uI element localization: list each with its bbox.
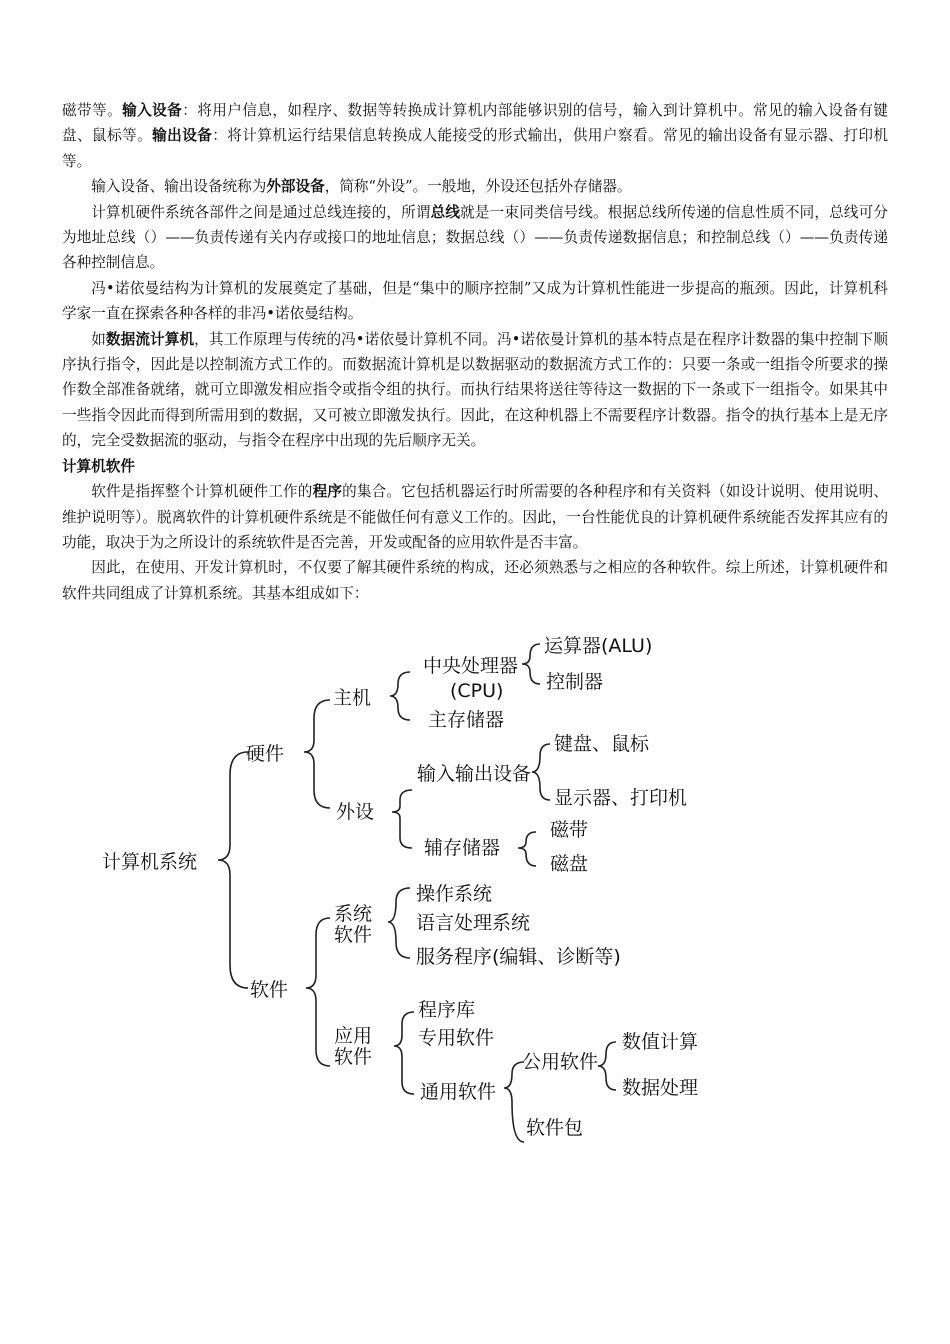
system-software-brace — [388, 888, 410, 958]
node-software: 软件 — [250, 979, 289, 1001]
node-general-software: 通用软件 — [420, 1081, 497, 1103]
node-program-library: 程序库 — [418, 999, 476, 1021]
aux-brace — [518, 832, 536, 866]
node-peripherals: 外设 — [336, 801, 375, 823]
node-main-memory: 主存储器 — [428, 709, 505, 731]
text-run: ，其工作原理与传统的冯•诺依曼计算机不同。冯•诺依曼计算机的基本特点是在程序计数器的集中控制下顺序执行指令，因此是以控制流方式工作的。而数据流计算机是以数据驱动的数据流方式工作的：只要一条或一组指令所要求的操作数全部准备就绪，就可立即激发相应指令或指令组的执行。而执行结果将送往等待这一数据的下一条或下一组指令。如果其中一些指令因此而得到所需用到的数据，又可被立即激发执行。因此，在这种机器上不需要程序计数器。指令的执行基本上是无序的，完全受数据流的驱动，与指令在程序中出现的先后顺序无关。 — [62, 330, 888, 450]
node-service-programs: 服务程序(编辑、诊断等) — [416, 946, 621, 968]
app-software-brace — [394, 1012, 414, 1094]
paragraph — [62, 555, 888, 606]
node-data-processing: 数据处理 — [622, 1077, 699, 1099]
hardware-brace — [304, 700, 330, 808]
text-run: 软件是指挥整个计算机硬件工作的 — [91, 483, 313, 501]
node-host: 主机 — [333, 687, 372, 709]
computer-system-tree-diagram — [0, 620, 950, 1160]
text-run: ：将计算机运行结果信息转换成人能接受的形式输出，供用户察看。常见的输出设备有显示器、打印机等。 — [62, 127, 888, 170]
peripherals-brace — [392, 790, 412, 848]
text-run: 磁带等。 — [62, 102, 123, 119]
paragraph — [62, 276, 888, 327]
node-io-devices: 输入输出设备 — [417, 763, 532, 785]
node-alu: 运算器(ALU) — [544, 635, 653, 657]
bold-term: 输入设备 — [122, 102, 183, 119]
node-special-software: 专用软件 — [418, 1027, 495, 1049]
node-display-printer: 显示器、打印机 — [554, 787, 688, 809]
host-brace — [390, 672, 410, 720]
text-run: 输入设备、输出设备统称为 — [91, 178, 267, 196]
bold-term: 计算机软件 — [62, 457, 135, 475]
text-run: 冯•诺依曼结构为计算机的发展奠定了基础，但是“集中的顺序控制”又成为计算机性能进一步提高的瓶颈。因此，计算机科学家一直在探索各种各样的非冯•诺依曼结构。 — [62, 279, 888, 323]
bold-term: 输出设备 — [152, 127, 213, 145]
bold-term: 总线 — [430, 203, 461, 221]
text-run: 就是一束同类信号线。根据总线所传递的信息性质不同，总线可分为地址总线（）——负责传递有关内存或接口的地址信息；数据总线（）——负责传递数据信息；和控制总线（）——负责传递各种控制信息。 — [62, 203, 888, 272]
node-hardware: 硬件 — [246, 743, 285, 765]
bold-term: 数据流计算机 — [105, 330, 195, 348]
cpu-brace — [522, 644, 540, 684]
paragraph — [62, 454, 888, 479]
io-brace — [532, 744, 550, 800]
software-brace — [306, 918, 330, 1066]
node-cpu-abbr: (CPU) — [450, 680, 504, 702]
body-text — [62, 98, 888, 606]
node-cpu: 中央处理器 — [423, 655, 519, 677]
paragraph — [62, 200, 888, 276]
node-tape: 磁带 — [550, 819, 589, 841]
node-os: 操作系统 — [416, 883, 493, 905]
node-system-software-2: 软件 — [334, 924, 373, 946]
text-run: 计算机硬件系统各部件之间是通过总线连接的，所谓 — [91, 203, 431, 221]
paragraph — [62, 174, 888, 199]
node-app-software-2: 软件 — [334, 1046, 373, 1068]
node-app-software: 应用 — [334, 1025, 373, 1047]
paragraph — [62, 327, 888, 454]
text-run: ：将用户信息，如程序、数据等转换成计算机内部能够识别的信号，输入到计算机中。常见的输入设备有键盘、鼠标等。 — [62, 102, 888, 145]
text-run: 因此，在使用、开发计算机时，不仅要了解其硬件系统的构成，还必须熟悉与之相应的各种软件。综上所述，计算机硬件和软件共同组成了计算机系统。其基本组成如下： — [62, 559, 888, 602]
node-software-package: 软件包 — [526, 1117, 584, 1139]
node-keyboard-mouse: 键盘、鼠标 — [554, 733, 650, 755]
node-aux-storage: 辅存储器 — [424, 837, 501, 859]
node-system-software: 系统 — [334, 903, 373, 925]
bold-term: 外部设备 — [266, 178, 325, 196]
paragraph — [62, 479, 888, 555]
text-run: 如 — [91, 330, 106, 348]
text-run: 的集合。它包括机器运行时所需要的各种程序和有关资料（如设计说明、使用说明、维护说明等）。脱离软件的计算机硬件系统是不能做任何有意义工作的。因此，一台性能优良的计算机硬件系统能否发挥其应有的功能，取决于为之所设计的系统软件是否完善，开发或配备的应用软件是否丰富。 — [62, 483, 888, 551]
bold-term: 程序 — [312, 483, 343, 501]
text-run: ，简称“外设”。一般地，外设还包括外存储器。 — [324, 178, 632, 196]
root-brace — [218, 752, 248, 988]
node-disk: 磁盘 — [550, 853, 589, 875]
node-language-processing: 语言处理系统 — [416, 912, 531, 934]
general-software-brace — [504, 1062, 524, 1142]
public-software-brace — [598, 1042, 616, 1090]
paragraph — [62, 98, 888, 174]
node-computer-system: 计算机系统 — [102, 851, 198, 873]
node-public-software: 公用软件 — [522, 1051, 599, 1073]
node-controller: 控制器 — [546, 671, 604, 693]
node-numeric-calc: 数值计算 — [622, 1031, 699, 1053]
